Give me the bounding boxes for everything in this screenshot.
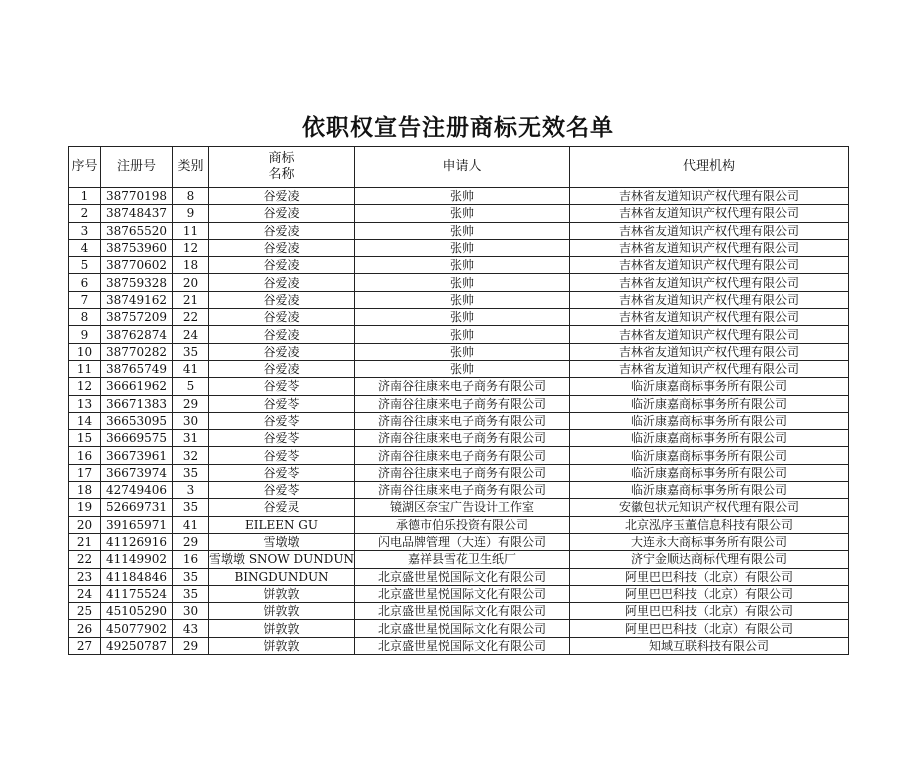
cell-class: 29 <box>173 533 209 550</box>
cell-applicant: 张帅 <box>355 222 570 239</box>
table-row <box>69 447 849 464</box>
cell-agent: 吉林省友道知识产权代理有限公司 <box>570 360 849 377</box>
cell-agent: 阿里巴巴科技（北京）有限公司 <box>570 585 849 602</box>
table-row <box>69 551 849 568</box>
cell-trademark-name: 谷爱苓 <box>209 395 355 412</box>
cell-trademark-name: EILEEN GU <box>209 516 355 533</box>
table-row <box>69 464 849 481</box>
table-row <box>69 205 849 222</box>
cell-applicant: 张帅 <box>355 360 570 377</box>
cell-trademark-name: 谷爱凌 <box>209 360 355 377</box>
cell-class: 30 <box>173 603 209 620</box>
cell-applicant: 张帅 <box>355 239 570 256</box>
cell-registration-no: 36673974 <box>101 464 173 481</box>
table-row <box>69 637 849 654</box>
cell-serial-no: 15 <box>69 430 101 447</box>
cell-class: 35 <box>173 464 209 481</box>
cell-class: 9 <box>173 205 209 222</box>
cell-serial-no: 4 <box>69 239 101 256</box>
table-row <box>69 378 849 395</box>
cell-applicant: 北京盛世星悦国际文化有限公司 <box>355 603 570 620</box>
table-row <box>69 568 849 585</box>
cell-applicant: 济南谷往康来电子商务有限公司 <box>355 378 570 395</box>
cell-class: 5 <box>173 378 209 395</box>
cell-applicant: 北京盛世星悦国际文化有限公司 <box>355 620 570 637</box>
cell-trademark-name: 饼敦敦 <box>209 585 355 602</box>
cell-serial-no: 3 <box>69 222 101 239</box>
cell-class: 30 <box>173 412 209 429</box>
header-registration-no: 注册号 <box>101 147 173 188</box>
cell-class: 43 <box>173 620 209 637</box>
table-row <box>69 274 849 291</box>
table-row <box>69 603 849 620</box>
cell-serial-no: 14 <box>69 412 101 429</box>
cell-class: 35 <box>173 585 209 602</box>
cell-agent: 吉林省友道知识产权代理有限公司 <box>570 326 849 343</box>
cell-class: 18 <box>173 257 209 274</box>
table-row <box>69 343 849 360</box>
cell-serial-no: 7 <box>69 291 101 308</box>
table-header-row <box>69 147 849 188</box>
table-row <box>69 326 849 343</box>
document-title: 依职权宣告注册商标无效名单 <box>302 115 614 141</box>
table-row <box>69 516 849 533</box>
cell-trademark-name: 谷爱凌 <box>209 326 355 343</box>
cell-applicant: 张帅 <box>355 326 570 343</box>
cell-agent: 大连永大商标事务所有限公司 <box>570 533 849 550</box>
cell-registration-no: 38770602 <box>101 257 173 274</box>
table-row <box>69 395 849 412</box>
cell-applicant: 北京盛世星悦国际文化有限公司 <box>355 585 570 602</box>
cell-serial-no: 10 <box>69 343 101 360</box>
cell-trademark-name: 谷爱凌 <box>209 205 355 222</box>
cell-registration-no: 45105290 <box>101 603 173 620</box>
cell-class: 41 <box>173 360 209 377</box>
cell-applicant: 嘉祥县雪花卫生纸厂 <box>355 551 570 568</box>
cell-registration-no: 36661962 <box>101 378 173 395</box>
cell-trademark-name: 谷爱凌 <box>209 222 355 239</box>
cell-agent: 吉林省友道知识产权代理有限公司 <box>570 291 849 308</box>
cell-class: 24 <box>173 326 209 343</box>
cell-class: 35 <box>173 568 209 585</box>
invalid-trademark-table <box>68 146 849 655</box>
cell-trademark-name: 雪墩墩 <box>209 533 355 550</box>
cell-agent: 知域互联科技有限公司 <box>570 637 849 654</box>
cell-registration-no: 45077902 <box>101 620 173 637</box>
cell-serial-no: 17 <box>69 464 101 481</box>
cell-serial-no: 26 <box>69 620 101 637</box>
cell-trademark-name: 谷爱凌 <box>209 257 355 274</box>
cell-serial-no: 22 <box>69 551 101 568</box>
cell-class: 20 <box>173 274 209 291</box>
table-row <box>69 360 849 377</box>
cell-serial-no: 19 <box>69 499 101 516</box>
cell-registration-no: 38765749 <box>101 360 173 377</box>
cell-class: 8 <box>173 188 209 205</box>
cell-agent: 临沂康嘉商标事务所有限公司 <box>570 412 849 429</box>
cell-applicant: 北京盛世星悦国际文化有限公司 <box>355 637 570 654</box>
header-trademark-name-line2: 名称 <box>268 167 295 182</box>
cell-serial-no: 27 <box>69 637 101 654</box>
cell-agent: 安徽包状元知识产权代理有限公司 <box>570 499 849 516</box>
cell-agent: 吉林省友道知识产权代理有限公司 <box>570 222 849 239</box>
cell-trademark-name: 谷爱苓 <box>209 430 355 447</box>
cell-class: 16 <box>173 551 209 568</box>
cell-registration-no: 38765520 <box>101 222 173 239</box>
cell-agent: 临沂康嘉商标事务所有限公司 <box>570 430 849 447</box>
table-row <box>69 257 849 274</box>
cell-agent: 北京泓序玉董信息科技有限公司 <box>570 516 849 533</box>
cell-agent: 阿里巴巴科技（北京）有限公司 <box>570 603 849 620</box>
cell-serial-no: 18 <box>69 482 101 499</box>
table-row <box>69 222 849 239</box>
cell-agent: 吉林省友道知识产权代理有限公司 <box>570 239 849 256</box>
cell-trademark-name: 谷爱凌 <box>209 291 355 308</box>
cell-registration-no: 41184846 <box>101 568 173 585</box>
cell-applicant: 张帅 <box>355 291 570 308</box>
cell-applicant: 张帅 <box>355 274 570 291</box>
cell-class: 29 <box>173 637 209 654</box>
cell-registration-no: 38748437 <box>101 205 173 222</box>
cell-registration-no: 39165971 <box>101 516 173 533</box>
cell-registration-no: 38759328 <box>101 274 173 291</box>
cell-agent: 吉林省友道知识产权代理有限公司 <box>570 205 849 222</box>
cell-registration-no: 36671383 <box>101 395 173 412</box>
cell-trademark-name: 饼敦敦 <box>209 603 355 620</box>
cell-applicant: 济南谷往康来电子商务有限公司 <box>355 482 570 499</box>
cell-registration-no: 38770282 <box>101 343 173 360</box>
cell-agent: 吉林省友道知识产权代理有限公司 <box>570 188 849 205</box>
cell-registration-no: 41175524 <box>101 585 173 602</box>
cell-serial-no: 12 <box>69 378 101 395</box>
cell-trademark-name: 谷爱灵 <box>209 499 355 516</box>
table-row <box>69 188 849 205</box>
cell-class: 22 <box>173 309 209 326</box>
cell-applicant: 闪电品牌管理（大连）有限公司 <box>355 533 570 550</box>
cell-trademark-name: 谷爱苓 <box>209 464 355 481</box>
cell-applicant: 张帅 <box>355 257 570 274</box>
cell-agent: 吉林省友道知识产权代理有限公司 <box>570 257 849 274</box>
header-agent: 代理机构 <box>570 147 849 188</box>
cell-agent: 临沂康嘉商标事务所有限公司 <box>570 482 849 499</box>
cell-registration-no: 41149902 <box>101 551 173 568</box>
cell-trademark-name: 雪墩墩 SNOW DUNDUN <box>209 552 354 567</box>
cell-applicant: 济南谷往康来电子商务有限公司 <box>355 430 570 447</box>
cell-class: 35 <box>173 343 209 360</box>
cell-serial-no: 1 <box>69 188 101 205</box>
cell-class: 35 <box>173 499 209 516</box>
cell-registration-no: 38753960 <box>101 239 173 256</box>
cell-registration-no: 52669731 <box>101 499 173 516</box>
header-class: 类别 <box>173 147 209 188</box>
table-row <box>69 585 849 602</box>
cell-trademark-name: 谷爱苓 <box>209 412 355 429</box>
cell-agent: 吉林省友道知识产权代理有限公司 <box>570 274 849 291</box>
cell-registration-no: 38757209 <box>101 309 173 326</box>
cell-agent: 临沂康嘉商标事务所有限公司 <box>570 395 849 412</box>
cell-applicant: 北京盛世星悦国际文化有限公司 <box>355 568 570 585</box>
table-row <box>69 499 849 516</box>
cell-trademark-name: 谷爱凌 <box>209 239 355 256</box>
cell-registration-no: 38770198 <box>101 188 173 205</box>
cell-registration-no: 42749406 <box>101 482 173 499</box>
cell-class: 11 <box>173 222 209 239</box>
cell-serial-no: 11 <box>69 360 101 377</box>
cell-applicant: 济南谷往康来电子商务有限公司 <box>355 412 570 429</box>
cell-serial-no: 9 <box>69 326 101 343</box>
cell-applicant: 承德市伯乐投资有限公司 <box>355 516 570 533</box>
cell-applicant: 张帅 <box>355 309 570 326</box>
header-applicant: 申请人 <box>355 147 570 188</box>
cell-serial-no: 25 <box>69 603 101 620</box>
cell-agent: 阿里巴巴科技（北京）有限公司 <box>570 568 849 585</box>
cell-serial-no: 24 <box>69 585 101 602</box>
cell-applicant: 镜湖区奈宝广告设计工作室 <box>355 499 570 516</box>
cell-class: 32 <box>173 447 209 464</box>
cell-applicant: 张帅 <box>355 343 570 360</box>
header-trademark-name-line1: 商标 <box>268 151 295 166</box>
cell-class: 29 <box>173 395 209 412</box>
table-row <box>69 412 849 429</box>
cell-trademark-name: 谷爱凌 <box>209 343 355 360</box>
cell-trademark-name: BINGDUNDUN <box>209 568 355 585</box>
cell-applicant: 张帅 <box>355 188 570 205</box>
cell-agent: 临沂康嘉商标事务所有限公司 <box>570 464 849 481</box>
cell-agent: 临沂康嘉商标事务所有限公司 <box>570 447 849 464</box>
cell-class: 12 <box>173 239 209 256</box>
cell-trademark-name: 谷爱苓 <box>209 482 355 499</box>
cell-trademark-name: 饼敦敦 <box>209 620 355 637</box>
table-row <box>69 533 849 550</box>
table-row <box>69 239 849 256</box>
cell-applicant: 张帅 <box>355 205 570 222</box>
cell-class: 21 <box>173 291 209 308</box>
cell-class: 31 <box>173 430 209 447</box>
cell-registration-no: 36669575 <box>101 430 173 447</box>
table-row <box>69 291 849 308</box>
cell-serial-no: 5 <box>69 257 101 274</box>
cell-registration-no: 38749162 <box>101 291 173 308</box>
cell-trademark-name: 饼敦敦 <box>209 637 355 654</box>
cell-agent: 阿里巴巴科技（北京）有限公司 <box>570 620 849 637</box>
cell-trademark-name: 谷爱凌 <box>209 188 355 205</box>
table-row <box>69 482 849 499</box>
cell-registration-no: 36653095 <box>101 412 173 429</box>
cell-applicant: 济南谷往康来电子商务有限公司 <box>355 447 570 464</box>
cell-registration-no: 41126916 <box>101 533 173 550</box>
cell-registration-no: 49250787 <box>101 637 173 654</box>
table-row <box>69 309 849 326</box>
cell-trademark-name: 谷爱苓 <box>209 378 355 395</box>
cell-agent: 济宁金顺达商标代理有限公司 <box>570 551 849 568</box>
header-serial-no: 序号 <box>69 147 101 188</box>
header-trademark-name <box>209 147 355 188</box>
cell-applicant: 济南谷往康来电子商务有限公司 <box>355 464 570 481</box>
cell-trademark-name: 谷爱凌 <box>209 309 355 326</box>
cell-trademark-name: 谷爱凌 <box>209 274 355 291</box>
cell-serial-no: 21 <box>69 533 101 550</box>
cell-serial-no: 20 <box>69 516 101 533</box>
cell-serial-no: 8 <box>69 309 101 326</box>
table-row <box>69 620 849 637</box>
cell-serial-no: 16 <box>69 447 101 464</box>
cell-serial-no: 2 <box>69 205 101 222</box>
cell-agent: 临沂康嘉商标事务所有限公司 <box>570 378 849 395</box>
cell-class: 41 <box>173 516 209 533</box>
cell-serial-no: 13 <box>69 395 101 412</box>
cell-agent: 吉林省友道知识产权代理有限公司 <box>570 343 849 360</box>
cell-applicant: 济南谷往康来电子商务有限公司 <box>355 395 570 412</box>
cell-agent: 吉林省友道知识产权代理有限公司 <box>570 309 849 326</box>
cell-serial-no: 6 <box>69 274 101 291</box>
cell-serial-no: 23 <box>69 568 101 585</box>
cell-class: 3 <box>173 482 209 499</box>
table-row <box>69 430 849 447</box>
cell-trademark-name: 谷爱苓 <box>209 447 355 464</box>
table-body <box>69 188 849 655</box>
cell-registration-no: 38762874 <box>101 326 173 343</box>
cell-registration-no: 36673961 <box>101 447 173 464</box>
